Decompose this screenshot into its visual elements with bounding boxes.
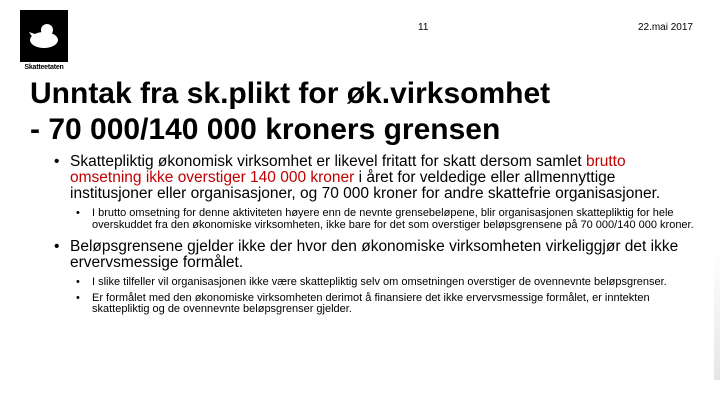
bullet-2-sub-1: • I slike tilfeller vil organisasjonen ikke være skattepliktig selv om omsetningen overstiger de ovennevnte beløpsgrenser. <box>66 277 698 289</box>
skatteetaten-logo <box>20 10 68 76</box>
bullet-1-sub: • I brutto omsetning for denne aktiviteten høyere enn de nevnte grensebeløpene, blir organisasjonen skattepliktig for hele overskuddet fra den økonomiske virksomheten, ikke bare for det som overstiger beløpsgrensene på 70 000/140 000 kroner. <box>66 208 698 231</box>
bullet-1 <box>52 154 698 202</box>
page-number: 11 <box>418 22 429 33</box>
bullet-1-text-pre: Skattepliktig økonomisk virksomhet er likevel fritatt for skatt dersom samlet <box>70 153 586 170</box>
slide-title <box>30 76 710 148</box>
slide-content <box>52 154 698 324</box>
bullet-1-highlight: brutto omsetning ikke overstiger 140 000 kroner <box>70 153 626 186</box>
bullet-2: • Beløpsgrensene gjelder ikke der hvor den økonomiske virksomheten virkeliggjør det ikke ervervsmessige formålet. <box>52 239 698 271</box>
bullet-1-text-post: i året for veldedige eller allmennyttige institusjoner eller organisasjoner, og 70 000 kroner for andre skattefrie organisasjoner. <box>70 169 661 202</box>
logo-emblem <box>20 10 68 62</box>
bullet-2-sub-2: • Er formålet med den økonomiske virksomheten derimot å finansiere det ikke ervervsmessige formålet, er inntekten skattepliktig og de ovennevnte beløpsgrenser gjelder. <box>66 293 698 316</box>
logo-text: Skatteetaten <box>24 64 64 71</box>
title-line-1: Unntak fra sk.plikt for øk.virksomhet <box>30 77 551 110</box>
lion-icon <box>25 18 63 52</box>
decorative-bar <box>714 250 720 380</box>
slide-date: 22.mai 2017 <box>637 22 693 33</box>
title-line-2: - 70 000/140 000 kroners grensen <box>30 113 501 146</box>
